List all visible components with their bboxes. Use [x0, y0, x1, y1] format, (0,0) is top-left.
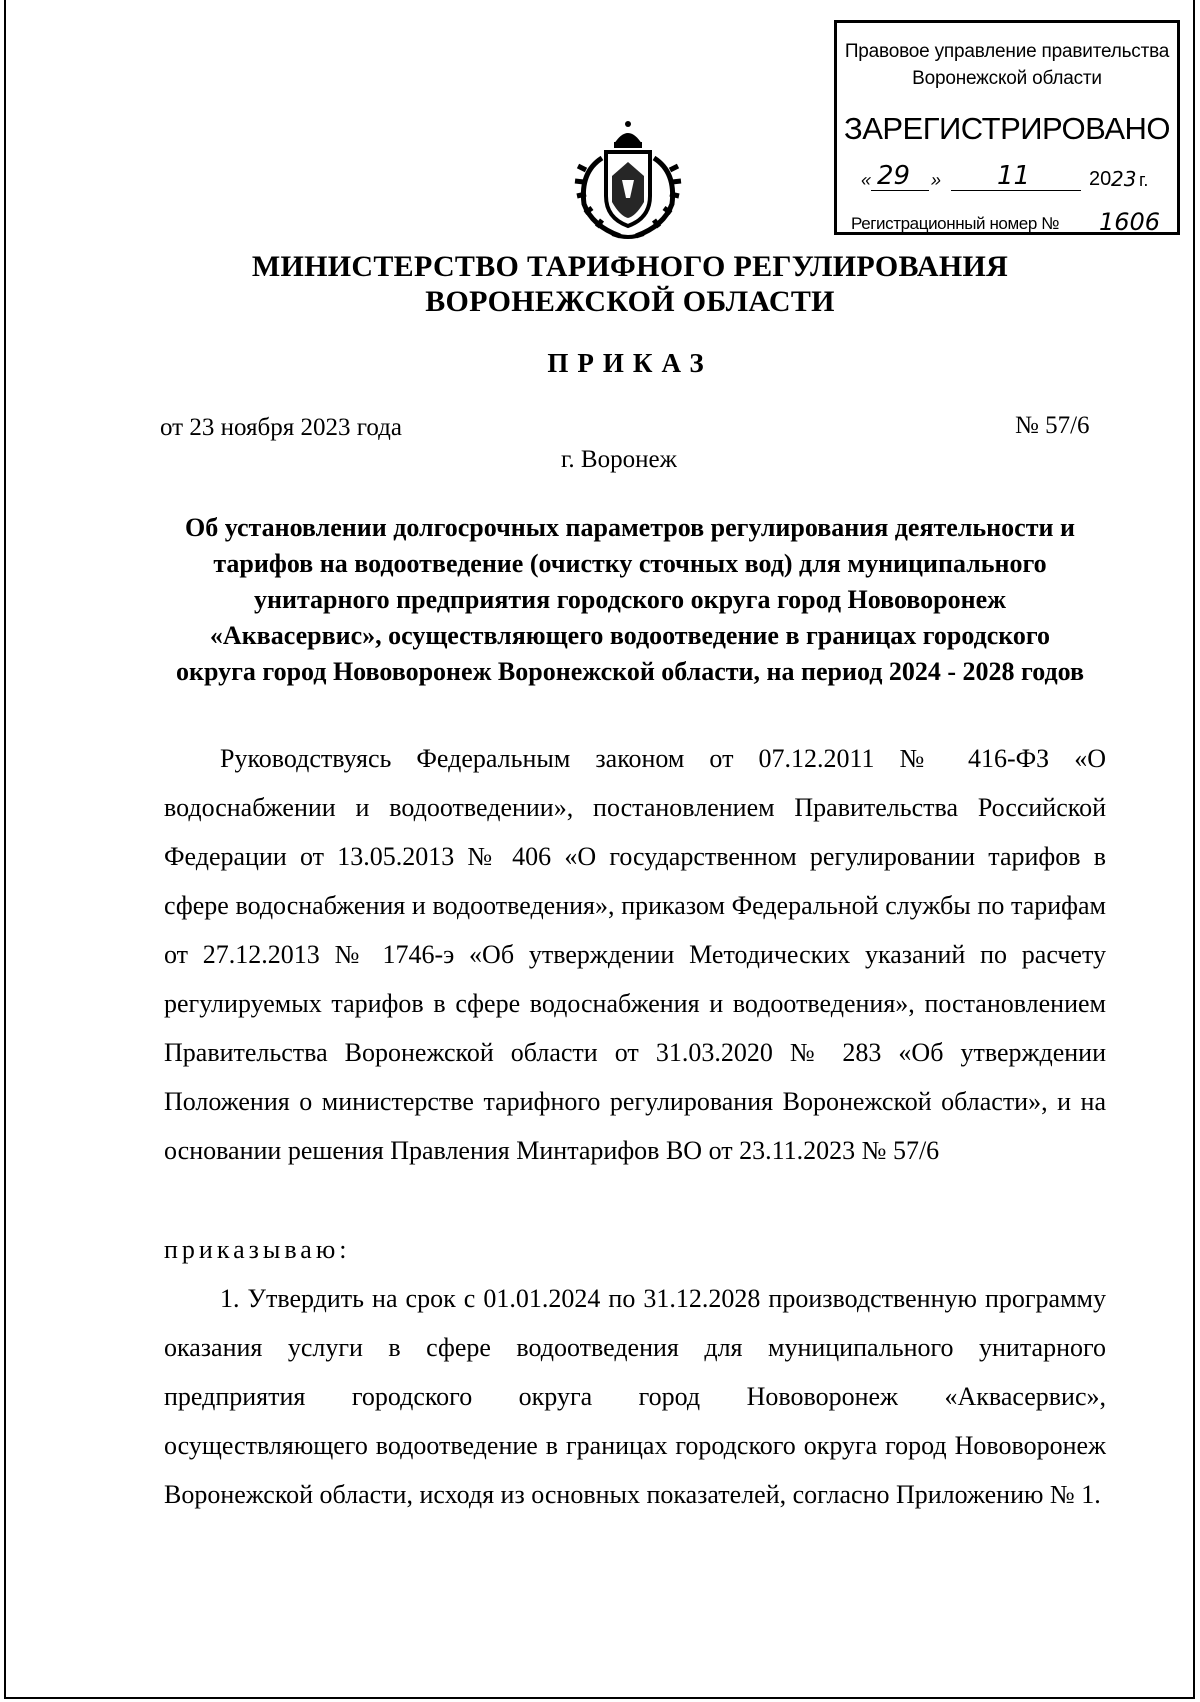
order-date: от 23 ноября 2023 года	[160, 414, 402, 441]
stamp-registered-label: ЗАРЕГИСТРИРОВАНО	[843, 111, 1170, 146]
stamp-number-value: 1606	[1099, 208, 1161, 236]
preamble-paragraph: Руководствуясь Федеральным законом от 07.12.2011 № 416-ФЗ «О водоснабжении и водоотведении», постановлением Правительства Российской Федерации от 13.05.2013 № 406 «О государственном регулировании тарифов в сфере водоснабжения и водоотведения», приказом Федеральной службы по тарифам от 27.12.2013 № 1746-э «Об утверждении Методических указаний по расчету регулируемых тарифов в сфере водоснабжения и водоотведения», постановлением Правительства Воронежской области от 31.03.2020 № 283 «Об утверждении Положения о министерстве тарифного регулирования Воронежской области», и на основании решения Правления Минтарифов ВО от 23.11.2023 № 57/6	[164, 744, 1106, 1165]
order-item-1: 1. Утвердить на срок с 01.01.2024 по 31.12.2028 производственную программу оказания услуги в сфере водоотведения для муниципального унитарного предприятия городского округа город Нововоронеж «Аквасервис», осуществляющего водоотведение в границах городского округа город Нововоронеж Воронежской области, исходя из основных показателей, согласно Приложению № 1.	[164, 1284, 1106, 1509]
stamp-date-suffix: г.	[1139, 170, 1149, 190]
registration-stamp	[834, 20, 1180, 235]
order-subject-heading: Об установлении долгосрочных параметров регулирования деятельности и тарифов на водоотведение (очистку сточных вод) для муниципального унитарного предприятия городского округа город Нововоронеж «Аквасервис», осуществляющего водоотведение в границах городского округа город Нововоронеж Воронежской области, на период 2024 - 2028 годов	[176, 513, 1084, 686]
stamp-date-day: 29	[877, 161, 911, 191]
stamp-registration-number	[851, 210, 1163, 238]
stamp-number-label: Регистрационный номер №	[851, 214, 1060, 233]
stamp-authority-line2: Воронежской области	[912, 68, 1102, 89]
document-type-title: ПРИКАЗ	[547, 348, 713, 378]
stamp-date-year-prefix: 20	[1089, 168, 1112, 190]
voronezh-coat-of-arms-icon	[570, 118, 686, 242]
order-word: приказываю:	[164, 1235, 351, 1264]
stamp-date-year-suffix: 23	[1111, 167, 1137, 191]
ministry-name-line2: ВОРОНЕЖСКОЙ ОБЛАСТИ	[425, 285, 835, 318]
order-city: г. Воронеж	[561, 446, 677, 473]
stamp-authority-line1: Правовое управление правительства	[844, 41, 1170, 62]
order-number: № 57/6	[1015, 412, 1090, 439]
stamp-date-month: 11	[997, 161, 1031, 191]
ministry-name-line1: МИНИСТЕРСТВО ТАРИФНОГО РЕГУЛИРОВАНИЯ	[251, 250, 1009, 283]
stamp-date: « 29 » 11 20 23 г.	[861, 161, 1149, 191]
